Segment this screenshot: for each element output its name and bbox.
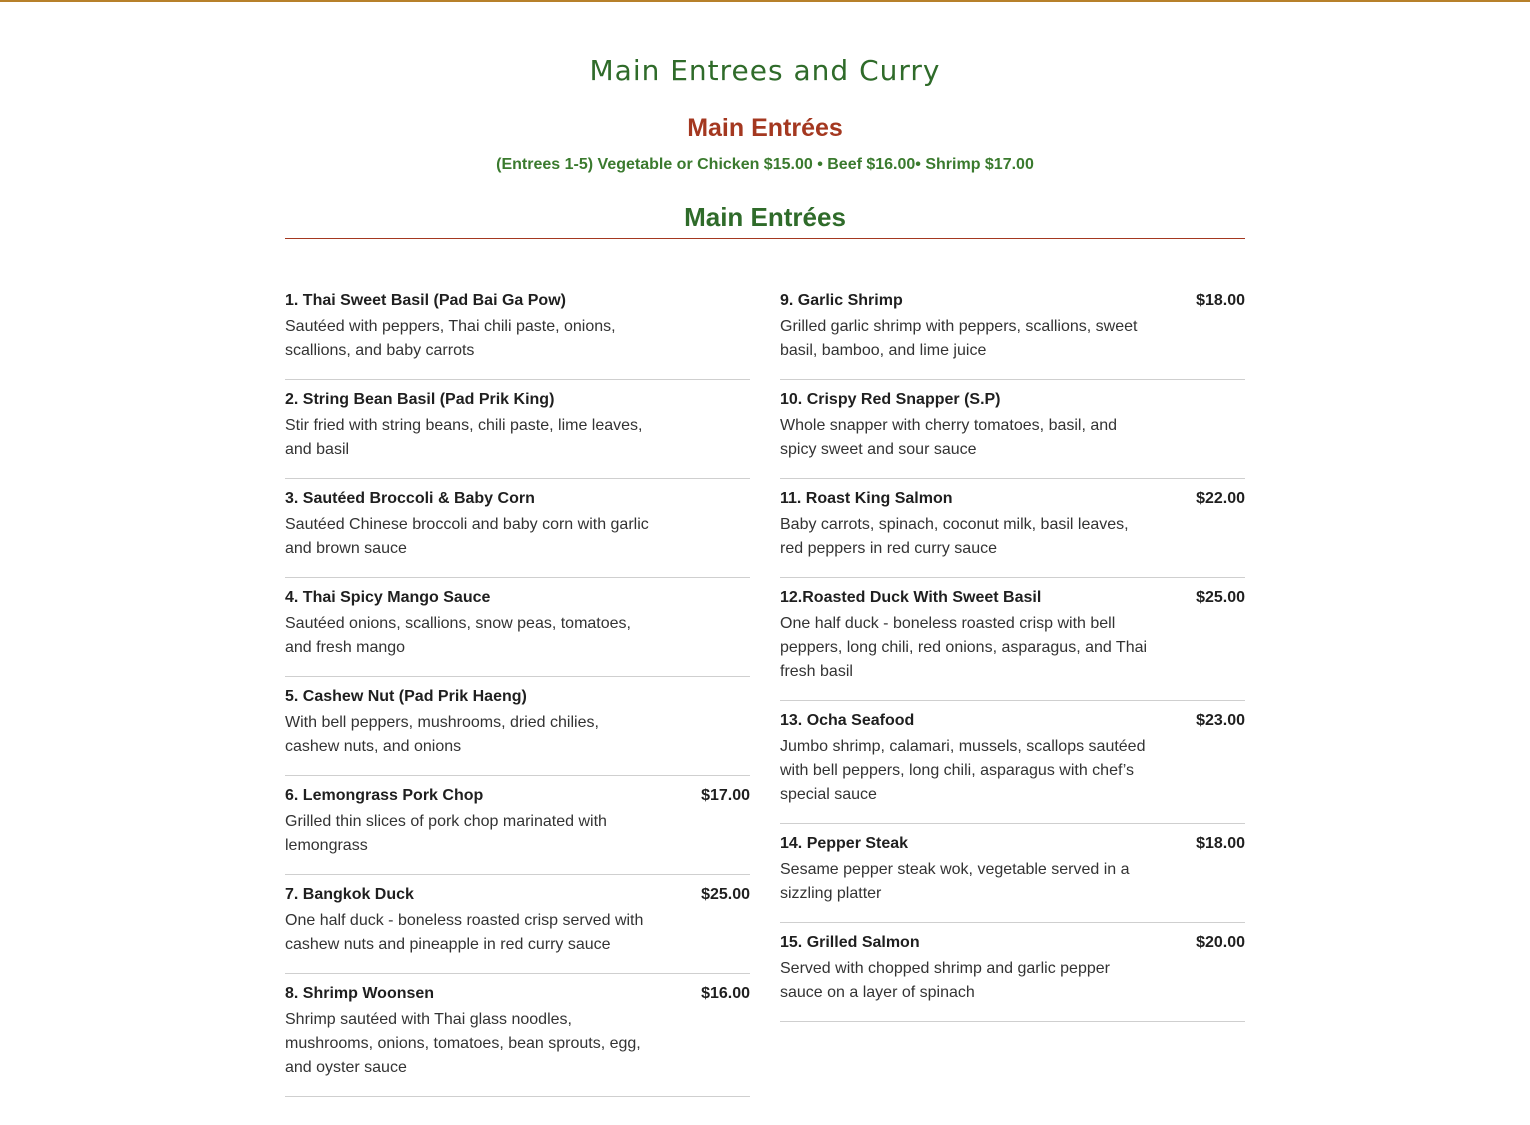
menu-item-description: Stir fried with string beans, chili paste, lime leaves, and basil — [285, 417, 643, 458]
menu-item — [285, 974, 750, 1097]
menu-item — [285, 380, 750, 479]
menu-item — [285, 875, 750, 974]
menu-item-name: 10. Crispy Red Snapper (S.P) — [780, 391, 1001, 408]
menu-item-price: $22.00 — [1196, 490, 1245, 507]
menu-column-left — [285, 281, 750, 1097]
menu-item-name: 2. String Bean Basil (Pad Prik King) — [285, 391, 555, 408]
menu-item-price: $17.00 — [701, 787, 750, 804]
menu-column-right — [780, 281, 1245, 1022]
menu-item-description: Sautéed onions, scallions, snow peas, tomatoes, and fresh mango — [285, 615, 631, 656]
menu-item — [285, 677, 750, 776]
menu-item-name: 6. Lemongrass Pork Chop — [285, 787, 484, 804]
menu-item-description: Served with chopped shrimp and garlic pepper sauce on a layer of spinach — [780, 960, 1110, 1001]
menu-item-name: 5. Cashew Nut (Pad Prik Haeng) — [285, 688, 527, 705]
menu-item-name: 7. Bangkok Duck — [285, 886, 414, 903]
menu-item-name: 14. Pepper Steak — [780, 835, 909, 852]
menu-item-name: 12.Roasted Duck With Sweet Basil — [780, 589, 1042, 606]
menu-item-name: 4. Thai Spicy Mango Sauce — [285, 589, 491, 606]
menu-item-description: Sautéed Chinese broccoli and baby corn with garlic and brown sauce — [285, 516, 649, 557]
menu-item-name: 3. Sautéed Broccoli & Baby Corn — [285, 490, 535, 507]
menu-item-name: 1. Thai Sweet Basil (Pad Bai Ga Pow) — [285, 292, 566, 309]
page-title: Main Entrees and Curry — [589, 54, 941, 87]
menu-item — [285, 578, 750, 677]
menu-item-name: 15. Grilled Salmon — [780, 934, 920, 951]
subsection-heading: Main Entrées — [285, 202, 1245, 239]
menu-item-description: With bell peppers, mushrooms, dried chilies, cashew nuts, and onions — [285, 714, 599, 755]
menu-item — [780, 824, 1245, 923]
menu-item — [780, 479, 1245, 578]
menu-item-price: $23.00 — [1196, 712, 1245, 729]
menu-item-description: Grilled garlic shrimp with peppers, scallions, sweet basil, bamboo, and lime juice — [780, 318, 1138, 359]
menu-item-price: $18.00 — [1196, 835, 1245, 852]
menu-item-name: 9. Garlic Shrimp — [780, 292, 903, 309]
menu-item-name: 8. Shrimp Woonsen — [285, 985, 435, 1002]
section-heading: Main Entrées — [687, 114, 843, 142]
menu-item-description: One half duck - boneless roasted crisp served with cashew nuts and pineapple in red curry sauce — [285, 912, 644, 953]
menu-item — [780, 380, 1245, 479]
menu-item — [285, 479, 750, 578]
menu-item-description: Shrimp sautéed with Thai glass noodles, mushrooms, onions, tomatoes, bean sprouts, egg, and oyster sauce — [285, 1011, 641, 1076]
menu-item-description: Whole snapper with cherry tomatoes, basil, and spicy sweet and sour sauce — [780, 417, 1118, 458]
menu-item-price: $25.00 — [701, 886, 750, 903]
menu-item-name: 13. Ocha Seafood — [780, 712, 915, 729]
menu-item-price: $20.00 — [1196, 934, 1245, 951]
menu-item — [780, 923, 1245, 1022]
menu-item — [780, 701, 1245, 824]
menu-item-price: $18.00 — [1196, 292, 1245, 309]
menu-item-description: Baby carrots, spinach, coconut milk, basil leaves, red peppers in red curry sauce — [780, 516, 1129, 557]
menu-item-price: $16.00 — [701, 985, 750, 1002]
menu-item-price: $25.00 — [1196, 589, 1245, 606]
menu-item-name: 11. Roast King Salmon — [780, 490, 953, 507]
menu-item — [285, 281, 750, 380]
menu-item-description: One half duck - boneless roasted crisp with bell peppers, long chili, red onions, asparagus, and Thai fresh basil — [780, 615, 1148, 680]
menu-item-description: Grilled thin slices of pork chop marinated with lemongrass — [285, 813, 607, 854]
menu-item — [780, 578, 1245, 701]
pricing-note: (Entrees 1-5) Vegetable or Chicken $15.00 • Beef $16.00• Shrimp $17.00 — [496, 156, 1034, 173]
menu-item-description: Sautéed with peppers, Thai chili paste, onions, scallions, and baby carrots — [285, 318, 616, 359]
menu-item — [285, 776, 750, 875]
menu-item — [780, 281, 1245, 380]
menu-item-description: Jumbo shrimp, calamari, mussels, scallops sautéed with bell peppers, long chili, asparagus with chef’s special sauce — [780, 738, 1146, 803]
menu-item-description: Sesame pepper steak wok, vegetable served in a sizzling platter — [780, 861, 1130, 902]
